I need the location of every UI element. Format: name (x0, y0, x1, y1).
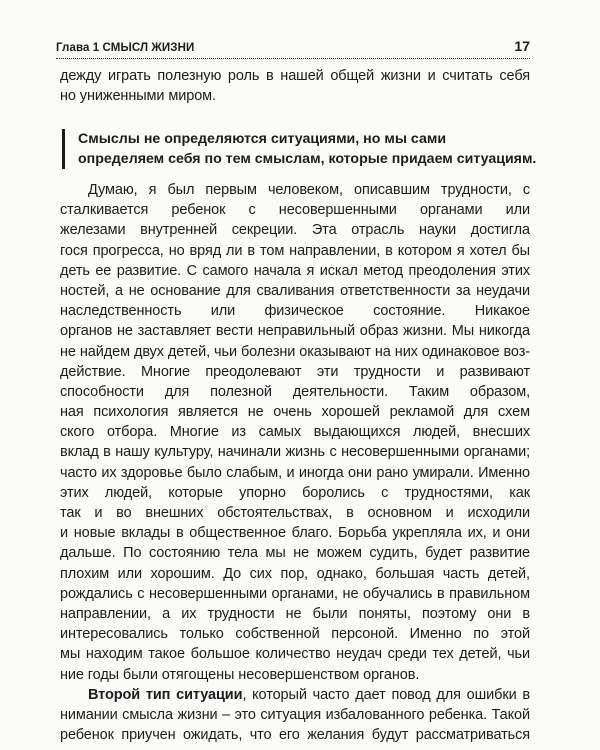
text-line: и новые вклады в общественное благо. Борьба укрепляла их, и они (60, 525, 530, 542)
text-line: нимании смысла жизни – это ситуация избалованного ребенка. Такой (60, 706, 530, 723)
text-line: дальше. По состоянию тела мы не можем судить, будет развитие (60, 545, 530, 562)
paragraph-2-first-line (60, 685, 530, 705)
text-line: ребенок приучен ожидать, что его желания будут рассматриваться (60, 727, 530, 744)
quote-line: определяем себя по тем смыслам, которые придаем ситуациям. (78, 151, 537, 168)
text-line: не найдем двух детей, чьи болезни оказывают на них одинаковое воз- (60, 343, 530, 360)
text-line: способности для полезной деятельности. Таким образом, (60, 383, 530, 400)
chapter-title: Глава 1 СМЫСЛ ЖИЗНИ (56, 42, 195, 54)
text-line: ная психология является не очень хорошей рекламой для схем (60, 404, 530, 421)
text-line: но униженными миром. (60, 88, 216, 105)
text-line: гося прогресса, но вряд ли в том направлении, в котором я хотел бы (60, 242, 530, 259)
running-head (56, 30, 530, 59)
text-line: так и во внешних обстоятельствах, в основном и исходили (60, 505, 530, 521)
text-line: дежду играть полезную роль в нашей общей жизни и считать себя (60, 68, 530, 84)
text-line: часто их здоровье было слабым, и иногда они рано умирали. Именно (60, 464, 530, 481)
text-line: этих людей, которые упорно боролись с трудностями, как (60, 484, 530, 501)
page-number: 17 (514, 38, 530, 54)
text-line: органов не заставляет вести неправильный образ жизни. Мы никогда (60, 323, 530, 340)
text-line: мы находим такое большое количество неудач среди тех детей, чьи (60, 646, 530, 663)
text-line: действие. Многие преодолевают эти трудности и развивают (60, 363, 530, 380)
lead-continuation: , который часто дает повод для ошибки в (242, 686, 530, 703)
quote-line: Смыслы не определяются ситуациями, но мы сами (78, 131, 447, 147)
text-line: интересовались только собственной персоной. Именно по этой (60, 626, 530, 643)
text-line: наследственность или физическое состояние. Никакое (60, 303, 530, 320)
body-text (60, 180, 530, 745)
pull-quote (62, 129, 538, 169)
text-line: сталкивается ребенок с несовершенными органами или (60, 202, 530, 219)
text-line: ние годы были отягощены несовершенством органов. (60, 666, 420, 683)
text-line: направлении, а их трудности не были поняты, поэтому они в (60, 605, 530, 622)
bold-lead: Второй тип ситуации (88, 686, 243, 703)
text-line: ского отбора. Многие из самых выдающихся людей, внесших (60, 424, 530, 441)
text-line: Думаю, я был первым человеком, описавшим трудности, с (88, 182, 530, 198)
text-line: деть ее развитие. С самого начала я искал метод преодоления этих (60, 262, 530, 279)
text-line: вклад в нашу культуру, начинали жизнь с несовершенными органами; (60, 444, 530, 461)
text-line: рождались с несовершенными органами, не обучались в правильном (60, 585, 530, 602)
text-line: плохим или хорошим. До сих пор, однако, большая часть детей, (60, 565, 530, 582)
text-line: железами внутренней секреции. Эта отрасль науки достигла (60, 222, 530, 239)
text-line: ностей, а не основание для сваливания ответственности за неудачи (60, 282, 530, 299)
opening-text (60, 66, 530, 106)
